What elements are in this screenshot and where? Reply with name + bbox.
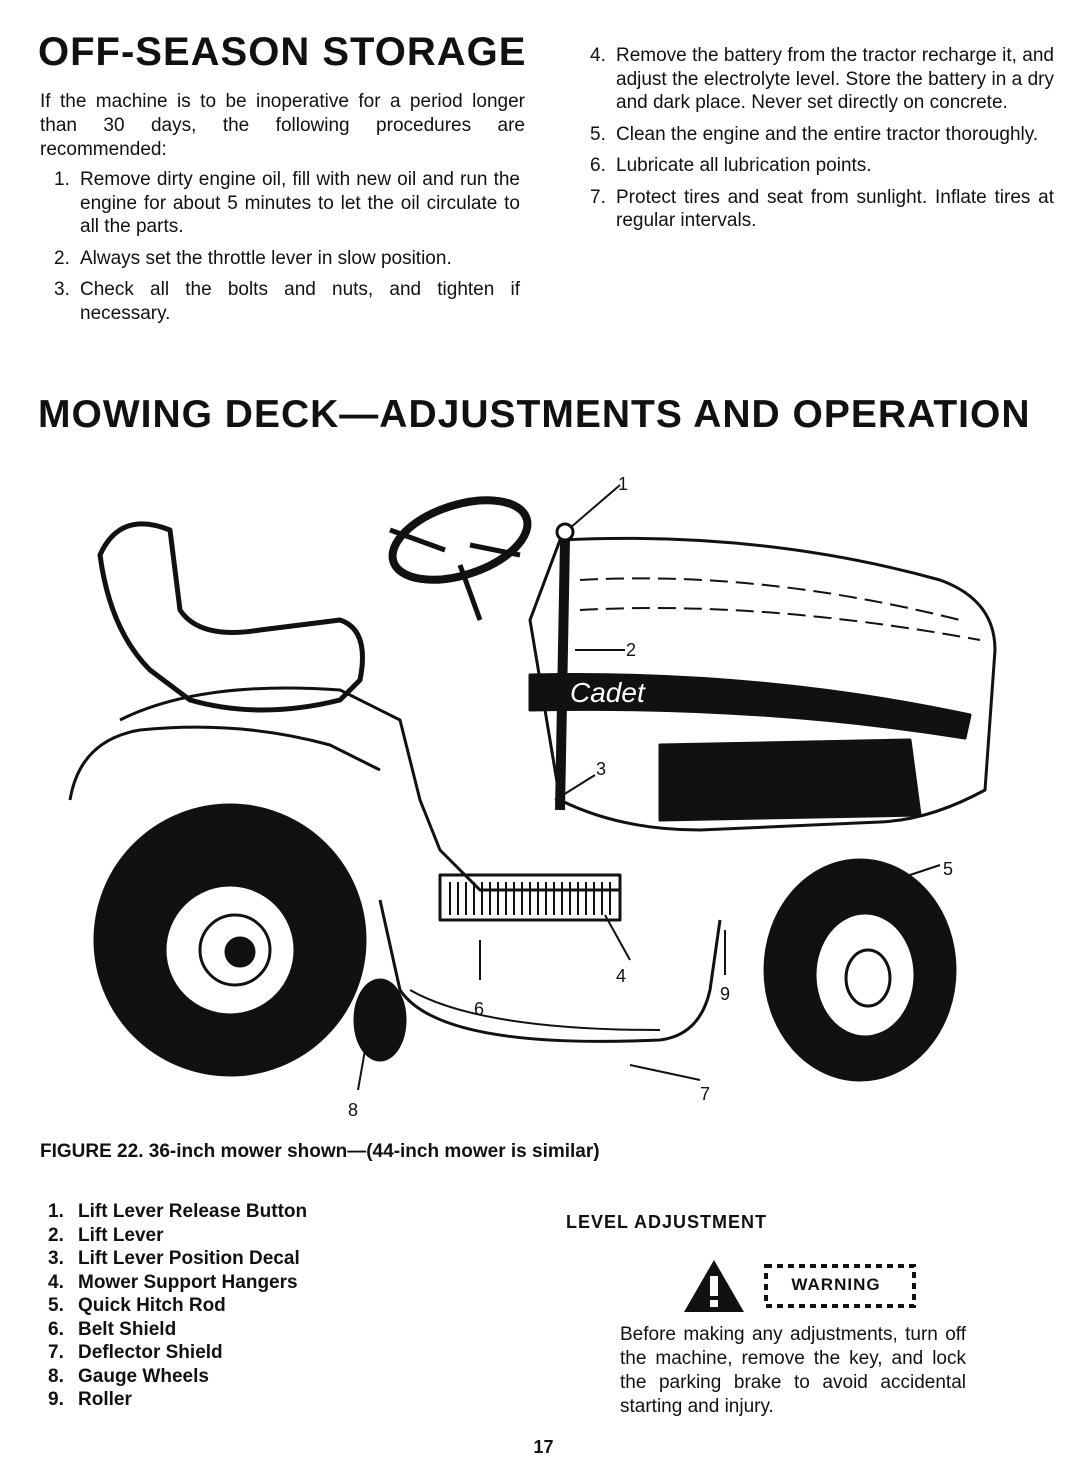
list-item: 1. Remove dirty engine oil, fill with new oil and run the engine for about 5 minutes to let the oil circulate to all the parts. — [54, 169, 520, 237]
section-title-storage: OFF-SEASON STORAGE — [38, 30, 527, 74]
legend-item: 5. Quick Hitch Rod — [48, 1295, 226, 1316]
page-number: 17 — [533, 1437, 554, 1457]
figure-caption: FIGURE 22. 36-inch mower shown—(44-inch mower is similar) — [40, 1141, 600, 1162]
warning-text: Before making any adjustments, turn off the machine, remove the key, and lock the parking brake to avoid accidental starting and injury. — [620, 1324, 966, 1417]
legend-item: 4. Mower Support Hangers — [48, 1271, 298, 1293]
legend-item: 9. Roller — [48, 1389, 132, 1410]
callout-label: 1 — [618, 474, 629, 494]
legend-list — [48, 1200, 307, 1412]
storage-intro: If the machine is to be inoperative for a period longer than 30 days, the following procedures are recommended: — [40, 91, 525, 160]
legend-item: 6. Belt Shield — [48, 1318, 177, 1340]
list-item: 6. Lubricate all lubrication points. — [590, 155, 872, 176]
callout-label: 8 — [348, 1100, 359, 1120]
tractor-illustration — [60, 470, 1060, 1130]
legend-item: 3. Lift Lever Position Decal — [48, 1248, 300, 1269]
legend-item: 1. Lift Lever Release Button — [48, 1201, 308, 1222]
list-item: 5. Clean the engine and the entire tractor thoroughly. — [590, 123, 1039, 145]
seat-shape — [100, 524, 363, 710]
steering-wheel — [383, 485, 538, 595]
callout-label: 7 — [700, 1084, 711, 1104]
gauge-wheel — [355, 980, 405, 1060]
warning-label: WARNING — [791, 1275, 881, 1294]
list-item: 4. Remove the battery from the tractor recharge it, and adjust the electrolyte level. Store the battery in a dry and dark place. Never set directly on concrete. — [590, 45, 1054, 113]
legend-item: 2. Lift Lever — [48, 1224, 164, 1246]
callout-label: 4 — [616, 966, 627, 986]
legend-item: 8. Gauge Wheels — [48, 1365, 209, 1387]
list-item: 7. Protect tires and seat from sunlight. Inflate tires at regular intervals. — [590, 186, 1054, 231]
lift-lever — [560, 540, 565, 810]
storage-steps-right — [576, 44, 1054, 241]
level-adjustment-heading: LEVEL ADJUSTMENT — [566, 1212, 768, 1232]
tractor-figure — [60, 470, 1060, 1130]
section-title-mowing-deck: MOWING DECK—ADJUSTMENTS AND OPERATION — [38, 393, 1031, 436]
callout-label: 3 — [596, 759, 607, 779]
brand-decal: Cadet — [570, 677, 645, 708]
callout-label: 2 — [626, 640, 637, 660]
list-item: 2. Always set the throttle lever in slow position. — [54, 247, 452, 269]
callout-label: 5 — [943, 859, 954, 879]
list-item: 3. Check all the bolts and nuts, and tighten if necessary. — [54, 279, 520, 324]
callout-label: 9 — [720, 984, 731, 1004]
warning-block — [684, 1258, 924, 1314]
storage-steps-left — [40, 168, 520, 333]
legend-item: 7. Deflector Shield — [48, 1342, 223, 1363]
callout-label: 6 — [474, 999, 485, 1019]
